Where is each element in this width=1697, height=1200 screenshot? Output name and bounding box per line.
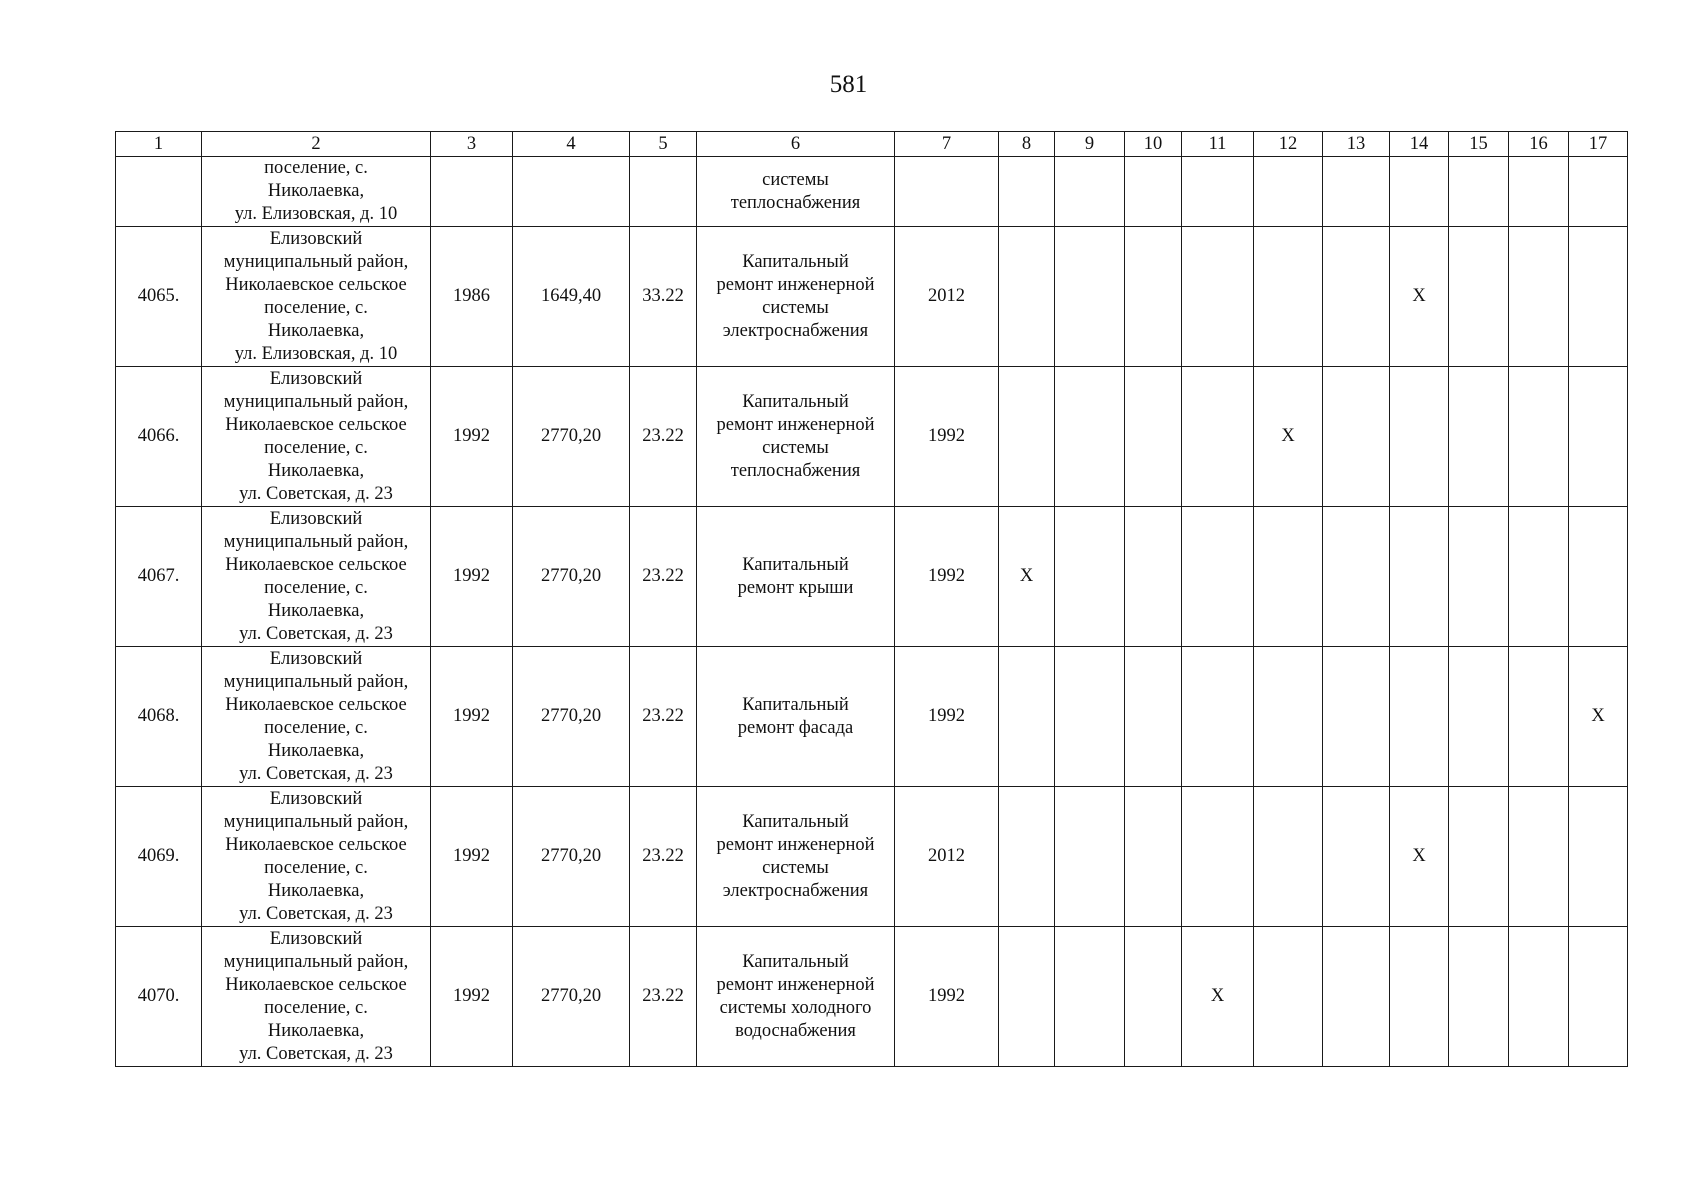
mark-cell-col-11	[1182, 787, 1254, 927]
mark-cell-col-17	[1569, 927, 1628, 1067]
mark-cell-col-8	[999, 367, 1055, 507]
work-type-cell-line: системы	[762, 437, 829, 458]
table-row	[116, 507, 1628, 647]
mark-cell-col-11	[1182, 647, 1254, 787]
code-cell: 23.22	[630, 647, 697, 787]
mark-cell-col-15	[1449, 367, 1509, 507]
column-header-3: 3	[431, 132, 513, 157]
mark-cell-col-17: X	[1569, 647, 1628, 787]
address-cell-line: муниципальный район,	[223, 531, 409, 552]
code-cell	[630, 157, 697, 227]
column-number-header	[116, 132, 1628, 157]
address-cell-line: Николаевское сельское	[225, 974, 407, 995]
mark-cell-col-10	[1125, 227, 1182, 367]
mark-cell-col-16	[1509, 927, 1569, 1067]
address-cell-line: ул. Советская, д. 23	[239, 483, 393, 504]
mark-cell-col-16	[1509, 157, 1569, 227]
mark-cell-col-10	[1125, 507, 1182, 647]
address-cell-line: Николаевское сельское	[225, 694, 407, 715]
work-type-cell	[697, 507, 895, 647]
address-cell-line: поселение, с.	[264, 297, 368, 318]
work-type-cell	[697, 227, 895, 367]
mark-cell-col-10	[1125, 787, 1182, 927]
address-cell-line: Николаевка,	[267, 460, 365, 481]
mark-cell-col-11: X	[1182, 927, 1254, 1067]
mark-cell-col-14	[1390, 507, 1449, 647]
year-cell: 1992	[895, 927, 999, 1067]
column-header-16: 16	[1509, 132, 1569, 157]
mark-cell-col-9	[1055, 507, 1125, 647]
column-header-4: 4	[513, 132, 630, 157]
mark-cell-col-9	[1055, 367, 1125, 507]
mark-cell-col-15	[1449, 507, 1509, 647]
work-type-cell-line: Капитальный	[742, 251, 849, 272]
area-cell: 2770,20	[513, 647, 630, 787]
mark-cell-col-16	[1509, 787, 1569, 927]
mark-cell-col-16	[1509, 647, 1569, 787]
mark-cell-col-12	[1254, 157, 1323, 227]
code-cell: 23.22	[630, 367, 697, 507]
address-cell-line: ул. Советская, д. 23	[239, 903, 393, 924]
work-type-cell-line: Капитальный	[742, 554, 849, 575]
work-type-cell-line: Капитальный	[742, 951, 849, 972]
mark-cell-col-10	[1125, 157, 1182, 227]
column-header-14: 14	[1390, 132, 1449, 157]
mark-cell-col-10	[1125, 647, 1182, 787]
mark-cell-col-13	[1323, 507, 1390, 647]
address-cell-line: муниципальный район,	[223, 951, 409, 972]
mark-cell-col-17	[1569, 787, 1628, 927]
address-cell	[202, 787, 431, 927]
mark-cell-col-12	[1254, 647, 1323, 787]
mark-cell-col-9	[1055, 157, 1125, 227]
work-type-cell-line: электроснабжения	[722, 880, 869, 901]
column-header-13: 13	[1323, 132, 1390, 157]
mark-cell-col-14: X	[1390, 787, 1449, 927]
year-built-cell: 1992	[431, 927, 513, 1067]
mark-cell-col-13	[1323, 157, 1390, 227]
mark-cell-col-16	[1509, 507, 1569, 647]
column-header-9: 9	[1055, 132, 1125, 157]
row-number: 4067.	[116, 507, 202, 647]
mark-cell-col-8	[999, 227, 1055, 367]
work-type-cell	[697, 787, 895, 927]
year-built-cell: 1992	[431, 507, 513, 647]
code-cell: 23.22	[630, 507, 697, 647]
address-cell	[202, 157, 431, 227]
address-cell-line: Николаевка,	[267, 600, 365, 621]
table-row	[116, 647, 1628, 787]
address-cell-line: Елизовский	[269, 648, 363, 669]
work-type-cell-line: электроснабжения	[722, 320, 869, 341]
mark-cell-col-15	[1449, 227, 1509, 367]
address-cell-line: Елизовский	[269, 788, 363, 809]
page-number: 581	[829, 71, 868, 98]
mark-cell-col-8	[999, 927, 1055, 1067]
work-type-cell-line: водоснабжения	[735, 1020, 856, 1041]
address-cell-line: ул. Советская, д. 23	[239, 1043, 393, 1064]
table-row	[116, 367, 1628, 507]
work-type-cell-line: системы	[762, 297, 829, 318]
mark-cell-col-8	[999, 647, 1055, 787]
address-cell	[202, 227, 431, 367]
mark-cell-col-16	[1509, 227, 1569, 367]
mark-cell-col-12	[1254, 507, 1323, 647]
mark-cell-col-15	[1449, 157, 1509, 227]
column-header-2: 2	[202, 132, 431, 157]
year-built-cell: 1986	[431, 227, 513, 367]
mark-cell-col-12	[1254, 927, 1323, 1067]
work-type-cell-line: системы холодного	[719, 997, 872, 1018]
work-type-cell-line: ремонт инженерной	[716, 974, 875, 995]
work-type-cell-line: системы	[762, 169, 829, 190]
address-cell-line: муниципальный район,	[223, 391, 409, 412]
work-type-cell	[697, 647, 895, 787]
address-cell-line: Николаевское сельское	[225, 414, 407, 435]
mark-cell-col-15	[1449, 927, 1509, 1067]
address-cell-line: поселение, с.	[264, 577, 368, 598]
column-header-10: 10	[1125, 132, 1182, 157]
column-header-15: 15	[1449, 132, 1509, 157]
column-header-11: 11	[1182, 132, 1254, 157]
row-number: 4070.	[116, 927, 202, 1067]
area-cell: 2770,20	[513, 787, 630, 927]
column-header-6: 6	[697, 132, 895, 157]
work-type-cell	[697, 367, 895, 507]
table-row	[116, 787, 1628, 927]
year-built-cell: 1992	[431, 647, 513, 787]
work-type-cell-line: ремонт инженерной	[716, 834, 875, 855]
address-cell-line: ул. Елизовская, д. 10	[234, 204, 398, 224]
address-cell-line: Николаевка,	[267, 181, 365, 201]
mark-cell-col-17	[1569, 507, 1628, 647]
column-header-5: 5	[630, 132, 697, 157]
mark-cell-col-14	[1390, 367, 1449, 507]
work-type-cell-line: системы	[762, 857, 829, 878]
address-cell-line: поселение, с.	[264, 857, 368, 878]
work-type-cell-line: ремонт инженерной	[716, 414, 875, 435]
work-type-cell	[697, 927, 895, 1067]
address-cell-line: Елизовский	[269, 928, 363, 949]
work-type-cell-line: ремонт фасада	[737, 717, 854, 738]
mark-cell-col-12	[1254, 227, 1323, 367]
address-cell-line: Елизовский	[269, 228, 363, 249]
mark-cell-col-8	[999, 157, 1055, 227]
mark-cell-col-11	[1182, 157, 1254, 227]
mark-cell-col-9	[1055, 227, 1125, 367]
year-cell: 1992	[895, 367, 999, 507]
mark-cell-col-17	[1569, 157, 1628, 227]
code-cell: 23.22	[630, 927, 697, 1067]
year-cell: 1992	[895, 507, 999, 647]
address-cell-line: Елизовский	[269, 368, 363, 389]
table-row	[116, 927, 1628, 1067]
table-row	[116, 157, 1628, 227]
work-type-cell-line: теплоснабжения	[730, 192, 861, 213]
mark-cell-col-14	[1390, 647, 1449, 787]
mark-cell-col-10	[1125, 367, 1182, 507]
row-number	[116, 157, 202, 227]
address-cell-line: муниципальный район,	[223, 811, 409, 832]
address-cell	[202, 647, 431, 787]
address-cell	[202, 927, 431, 1067]
address-cell-line: Николаевское сельское	[225, 834, 407, 855]
mark-cell-col-17	[1569, 367, 1628, 507]
row-number: 4069.	[116, 787, 202, 927]
header-row	[116, 132, 1628, 157]
mark-cell-col-14	[1390, 157, 1449, 227]
row-number: 4066.	[116, 367, 202, 507]
mark-cell-col-9	[1055, 787, 1125, 927]
area-cell: 2770,20	[513, 367, 630, 507]
mark-cell-col-13	[1323, 647, 1390, 787]
mark-cell-col-8	[999, 787, 1055, 927]
mark-cell-col-13	[1323, 927, 1390, 1067]
mark-cell-col-11	[1182, 367, 1254, 507]
row-number: 4065.	[116, 227, 202, 367]
address-cell-line: поселение, с.	[264, 717, 368, 738]
address-cell-line: Николаевка,	[267, 1020, 365, 1041]
mark-cell-col-15	[1449, 647, 1509, 787]
mark-cell-col-10	[1125, 927, 1182, 1067]
year-cell: 2012	[895, 227, 999, 367]
address-cell-line: муниципальный район,	[223, 671, 409, 692]
work-type-cell-line: ремонт крыши	[737, 577, 854, 598]
column-header-7: 7	[895, 132, 999, 157]
address-cell-line: ул. Советская, д. 23	[239, 623, 393, 644]
work-type-cell-line: Капитальный	[742, 391, 849, 412]
address-cell-line: муниципальный район,	[223, 251, 409, 272]
year-built-cell: 1992	[431, 787, 513, 927]
row-number: 4068.	[116, 647, 202, 787]
address-cell-line: поселение, с.	[264, 997, 368, 1018]
mark-cell-col-16	[1509, 367, 1569, 507]
address-cell-line: Николаевское сельское	[225, 274, 407, 295]
mark-cell-col-13	[1323, 787, 1390, 927]
work-type-cell-line: теплоснабжения	[730, 460, 861, 481]
year-cell: 2012	[895, 787, 999, 927]
column-header-17: 17	[1569, 132, 1628, 157]
mark-cell-col-12: X	[1254, 367, 1323, 507]
mark-cell-col-9	[1055, 927, 1125, 1067]
mark-cell-col-15	[1449, 787, 1509, 927]
code-cell: 33.22	[630, 227, 697, 367]
register-table	[115, 131, 1628, 1067]
mark-cell-col-17	[1569, 227, 1628, 367]
address-cell-line: Николаевка,	[267, 320, 365, 341]
work-type-cell-line: Капитальный	[742, 811, 849, 832]
area-cell: 2770,20	[513, 927, 630, 1067]
address-cell-line: поселение, с.	[264, 158, 368, 178]
mark-cell-col-13	[1323, 367, 1390, 507]
work-type-cell-line: Капитальный	[742, 694, 849, 715]
area-cell	[513, 157, 630, 227]
address-cell-line: Николаевка,	[267, 880, 365, 901]
column-header-12: 12	[1254, 132, 1323, 157]
year-built-cell: 1992	[431, 367, 513, 507]
column-header-1: 1	[116, 132, 202, 157]
area-cell: 2770,20	[513, 507, 630, 647]
table-body	[116, 157, 1628, 1067]
address-cell-line: ул. Советская, д. 23	[239, 763, 393, 784]
address-cell-line: Елизовский	[269, 508, 363, 529]
mark-cell-col-9	[1055, 647, 1125, 787]
year-cell: 1992	[895, 647, 999, 787]
area-cell: 1649,40	[513, 227, 630, 367]
mark-cell-col-13	[1323, 227, 1390, 367]
address-cell-line: поселение, с.	[264, 437, 368, 458]
work-type-cell	[697, 157, 895, 227]
year-built-cell	[431, 157, 513, 227]
mark-cell-col-14	[1390, 927, 1449, 1067]
mark-cell-col-8: X	[999, 507, 1055, 647]
year-cell	[895, 157, 999, 227]
work-type-cell-line: ремонт инженерной	[716, 274, 875, 295]
code-cell: 23.22	[630, 787, 697, 927]
mark-cell-col-11	[1182, 227, 1254, 367]
table-row	[116, 227, 1628, 367]
address-cell-line: Николаевка,	[267, 740, 365, 761]
column-header-8: 8	[999, 132, 1055, 157]
address-cell-line: ул. Елизовская, д. 10	[234, 343, 398, 364]
mark-cell-col-12	[1254, 787, 1323, 927]
mark-cell-col-14: X	[1390, 227, 1449, 367]
address-cell	[202, 507, 431, 647]
mark-cell-col-11	[1182, 507, 1254, 647]
address-cell	[202, 367, 431, 507]
address-cell-line: Николаевское сельское	[225, 554, 407, 575]
